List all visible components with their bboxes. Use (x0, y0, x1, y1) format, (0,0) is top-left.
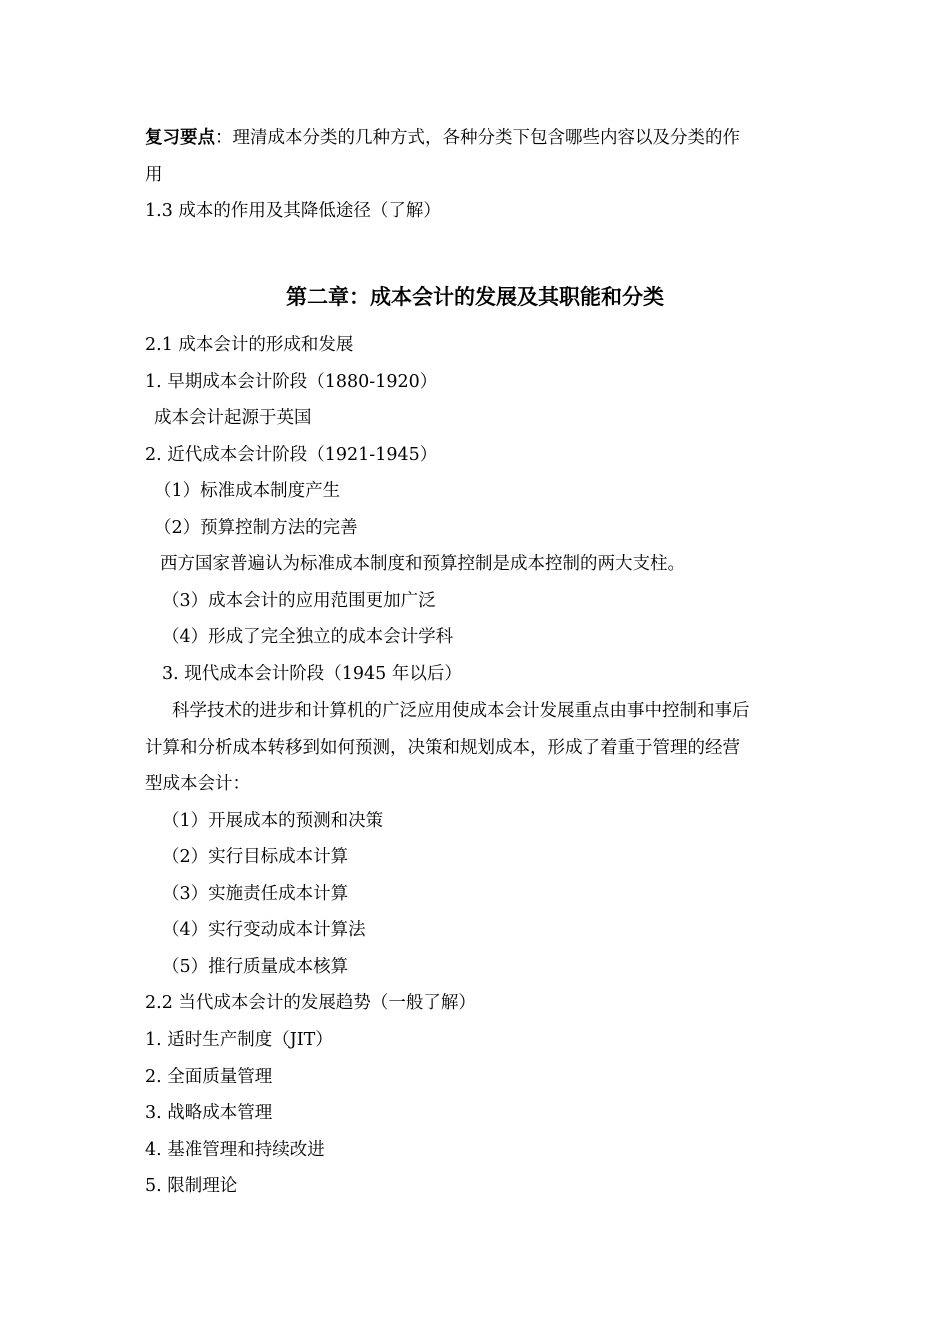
review-points-text: 理清成本分类的几种方式，各种分类下包含哪些内容以及分类的作 (232, 128, 740, 148)
stage-2-item: （3）成本会计的应用范围更加广泛 (162, 591, 436, 611)
review-points-label: 复习要点 (145, 128, 215, 148)
section-2-2: 2.2 当代成本会计的发展趋势（一般了解） (145, 993, 476, 1013)
trend-item: 5. 限制理论 (145, 1176, 238, 1196)
trend-item: 4. 基准管理和持续改进 (145, 1140, 325, 1160)
stage-3-heading: 3. 现代成本会计阶段（1945 年以后） (162, 664, 462, 684)
section-2-1: 2.1 成本会计的形成和发展 (145, 335, 354, 355)
stage-3-item: （3）实施责任成本计算 (162, 884, 349, 904)
stage-3-item: （5）推行质量成本核算 (162, 957, 349, 977)
stage-3-item: （2）实行目标成本计算 (162, 847, 349, 867)
stage-1-note: 成本会计起源于英国 (154, 408, 312, 428)
trend-item: 1. 适时生产制度（JIT） (145, 1030, 333, 1050)
review-points-line (145, 126, 740, 150)
stage-2-item: （4）形成了完全独立的成本会计学科 (162, 627, 454, 647)
stage-2-item: （2）预算控制方法的完善 (154, 518, 358, 538)
stage-3-paragraph-line: 科学技术的进步和计算机的广泛应用使成本会计发展重点由事中控制和事后 (172, 701, 750, 721)
trend-item: 3. 战略成本管理 (145, 1103, 273, 1123)
trend-item: 2. 全面质量管理 (145, 1067, 273, 1087)
chapter-2-title: 第二章：成本会计的发展及其职能和分类 (286, 284, 664, 309)
stage-3-item: （4）实行变动成本计算法 (162, 920, 366, 940)
section-1-3: 1.3 成本的作用及其降低途径（了解） (145, 201, 441, 221)
review-points-colon: ： (215, 128, 233, 148)
stage-2-item: （1）标准成本制度产生 (154, 481, 341, 501)
review-points-continuation: 用 (145, 165, 163, 185)
stage-2-note: 西方国家普遍认为标准成本制度和预算控制是成本控制的两大支柱。 (160, 554, 685, 574)
stage-2-heading: 2. 近代成本会计阶段（1921-1945） (145, 445, 438, 465)
stage-1-heading: 1. 早期成本会计阶段（1880-1920） (145, 372, 438, 392)
stage-3-paragraph-line: 计算和分析成本转移到如何预测，决策和规划成本，形成了着重于管理的经营 (145, 738, 740, 758)
stage-3-item: （1）开展成本的预测和决策 (162, 811, 384, 831)
stage-3-paragraph-line: 型成本会计： (145, 774, 250, 794)
